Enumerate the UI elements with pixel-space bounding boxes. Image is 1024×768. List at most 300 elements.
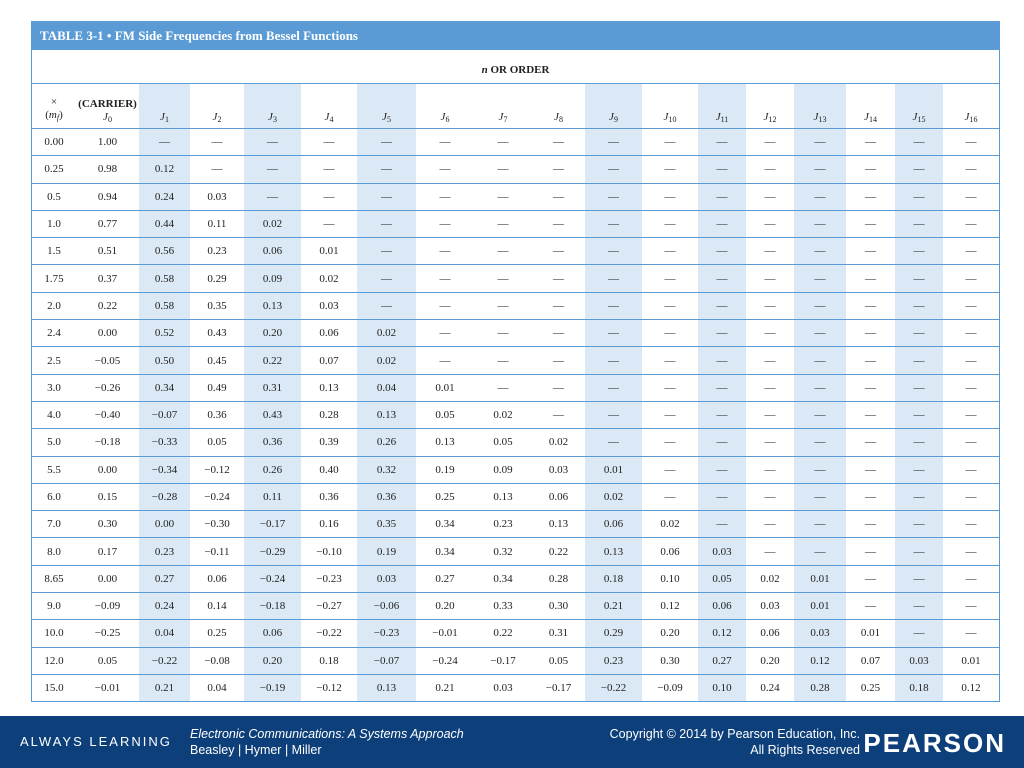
bessel-value-cell: —	[474, 374, 532, 401]
bessel-value-cell: —	[895, 129, 943, 156]
bessel-value-cell: 0.40	[301, 456, 357, 483]
bessel-value-cell: 0.13	[357, 401, 416, 428]
bessel-value-cell: —	[642, 292, 698, 319]
bessel-value-cell: —	[794, 265, 846, 292]
bessel-value-cell: —	[642, 210, 698, 237]
bessel-value-cell: 0.13	[244, 292, 301, 319]
bessel-value-cell: −0.07	[139, 401, 190, 428]
bessel-value-cell: 0.10	[642, 565, 698, 592]
bessel-value-cell: —	[794, 456, 846, 483]
bessel-value-cell: —	[943, 538, 999, 565]
bessel-value-cell: 0.25	[846, 674, 895, 701]
bessel-value-cell: 0.19	[416, 456, 474, 483]
bessel-value-cell: −0.12	[301, 674, 357, 701]
bessel-value-cell: 0.28	[532, 565, 585, 592]
bessel-value-cell: —	[532, 347, 585, 374]
bessel-value-cell: 0.06	[532, 483, 585, 510]
bessel-value-cell: −0.28	[139, 483, 190, 510]
bessel-value-cell: —	[943, 483, 999, 510]
bessel-value-cell: —	[794, 238, 846, 265]
bessel-value-cell: −0.23	[357, 620, 416, 647]
j2-column-header	[190, 84, 244, 129]
pearson-logo: PEARSON	[863, 728, 1006, 758]
n-order-label: OR ORDER	[490, 64, 550, 76]
bessel-value-cell: —	[895, 401, 943, 428]
bessel-value-cell: —	[416, 183, 474, 210]
bessel-order-label: J12	[763, 111, 777, 124]
mf-label: (mf)	[45, 109, 63, 122]
bessel-value-cell: —	[895, 265, 943, 292]
bessel-value-cell: —	[474, 292, 532, 319]
bessel-value-cell: —	[698, 292, 746, 319]
bessel-value-cell: —	[895, 210, 943, 237]
bessel-value-cell: 0.30	[76, 511, 139, 538]
bessel-value-cell: 0.06	[190, 565, 244, 592]
bessel-value-cell: —	[895, 292, 943, 319]
bessel-value-cell: 0.04	[190, 674, 244, 701]
mf-cell: 1.5	[32, 238, 76, 265]
bessel-value-cell: —	[532, 374, 585, 401]
bessel-value-cell: 0.18	[301, 647, 357, 674]
bessel-value-cell: —	[746, 129, 794, 156]
bessel-value-cell: 0.23	[585, 647, 642, 674]
bessel-value-cell: —	[794, 183, 846, 210]
bessel-value-cell: 0.23	[190, 238, 244, 265]
bessel-value-cell: 0.01	[301, 238, 357, 265]
bessel-value-cell: 0.05	[698, 565, 746, 592]
bessel-value-cell: −0.18	[76, 429, 139, 456]
bessel-value-cell: −0.09	[642, 674, 698, 701]
bessel-value-cell: —	[746, 265, 794, 292]
j16-column-header	[943, 84, 999, 129]
bessel-value-cell: −0.05	[76, 347, 139, 374]
bessel-value-cell: 0.18	[585, 565, 642, 592]
copyright-text: Copyright © 2014 by Pearson Education, Inc.	[609, 727, 860, 741]
bessel-value-cell: —	[585, 265, 642, 292]
table-row	[32, 374, 999, 401]
bessel-value-cell: 0.27	[139, 565, 190, 592]
bessel-value-cell: —	[846, 456, 895, 483]
table-row	[32, 647, 999, 674]
bessel-value-cell: −0.23	[301, 565, 357, 592]
bessel-value-cell: 0.01	[416, 374, 474, 401]
bessel-value-cell: —	[846, 538, 895, 565]
bessel-value-cell: 0.02	[357, 320, 416, 347]
bessel-value-cell: —	[474, 347, 532, 374]
bessel-value-cell: −0.07	[357, 647, 416, 674]
bessel-value-cell: 0.03	[474, 674, 532, 701]
bessel-value-cell: 0.06	[244, 238, 301, 265]
bessel-value-cell: −0.06	[357, 593, 416, 620]
bessel-value-cell: 0.20	[244, 647, 301, 674]
bessel-value-cell: 0.19	[357, 538, 416, 565]
bessel-value-cell: —	[943, 292, 999, 319]
bessel-value-cell: 0.51	[76, 238, 139, 265]
bessel-value-cell: 0.03	[301, 292, 357, 319]
bessel-value-cell: —	[244, 156, 301, 183]
bessel-value-cell: —	[357, 238, 416, 265]
bessel-value-cell: −0.24	[416, 647, 474, 674]
bessel-value-cell: —	[746, 538, 794, 565]
bessel-value-cell: —	[846, 593, 895, 620]
bessel-value-cell: −0.27	[301, 593, 357, 620]
bessel-value-cell: 0.16	[301, 511, 357, 538]
bessel-value-cell: 0.24	[139, 593, 190, 620]
bessel-value-cell: —	[794, 210, 846, 237]
bessel-value-cell: —	[846, 401, 895, 428]
bessel-value-cell: —	[642, 374, 698, 401]
bessel-value-cell: —	[846, 565, 895, 592]
bessel-order-label: J0	[103, 111, 112, 124]
bessel-value-cell: 0.36	[190, 401, 244, 428]
mf-cell: 7.0	[32, 511, 76, 538]
bessel-value-cell: 0.17	[76, 538, 139, 565]
bessel-value-cell: −0.22	[139, 647, 190, 674]
table-row	[32, 674, 999, 701]
bessel-value-cell: −0.24	[190, 483, 244, 510]
bessel-value-cell: 0.98	[76, 156, 139, 183]
bessel-value-cell: 0.07	[846, 647, 895, 674]
bessel-value-cell: —	[532, 265, 585, 292]
mf-cell: 15.0	[32, 674, 76, 701]
bessel-value-cell: —	[794, 347, 846, 374]
bessel-value-cell: 0.13	[416, 429, 474, 456]
mf-cell: 0.5	[32, 183, 76, 210]
mf-cell: 4.0	[32, 401, 76, 428]
bessel-value-cell: 0.11	[190, 210, 244, 237]
j10-column-header	[642, 84, 698, 129]
bessel-value-cell: —	[895, 538, 943, 565]
bessel-value-cell: 0.30	[642, 647, 698, 674]
bessel-value-cell: −0.25	[76, 620, 139, 647]
j3-column-header	[244, 84, 301, 129]
bessel-value-cell: 0.34	[474, 565, 532, 592]
bessel-value-cell: —	[895, 429, 943, 456]
mf-cell: 2.4	[32, 320, 76, 347]
bessel-value-cell: 0.06	[301, 320, 357, 347]
bessel-value-cell: —	[746, 320, 794, 347]
bessel-value-cell: —	[357, 183, 416, 210]
bessel-value-cell: —	[532, 320, 585, 347]
table-row	[32, 320, 999, 347]
bessel-value-cell: −0.18	[244, 593, 301, 620]
book-authors: Beasley | Hymer | Miller	[190, 743, 322, 757]
table-row	[32, 183, 999, 210]
bessel-value-cell: 0.05	[76, 647, 139, 674]
bessel-value-cell: 0.20	[244, 320, 301, 347]
table-row	[32, 347, 999, 374]
bessel-value-cell: —	[746, 483, 794, 510]
bessel-value-cell: 0.58	[139, 292, 190, 319]
bessel-value-cell: 0.10	[698, 674, 746, 701]
bessel-value-cell: —	[532, 210, 585, 237]
bessel-value-cell: —	[794, 511, 846, 538]
mf-cell: 3.0	[32, 374, 76, 401]
bessel-value-cell: 0.25	[416, 483, 474, 510]
bessel-value-cell: −0.22	[301, 620, 357, 647]
bessel-order-label: J14	[864, 111, 877, 124]
bessel-value-cell: —	[642, 265, 698, 292]
bessel-order-label: J1	[160, 111, 169, 124]
bessel-value-cell: —	[642, 129, 698, 156]
bessel-value-cell: 0.07	[301, 347, 357, 374]
bessel-value-cell: 0.36	[357, 483, 416, 510]
bessel-value-cell: —	[357, 129, 416, 156]
bessel-value-cell: —	[698, 129, 746, 156]
bessel-value-cell: −0.17	[532, 674, 585, 701]
bessel-value-cell: —	[532, 292, 585, 319]
bessel-value-cell: 0.12	[642, 593, 698, 620]
bessel-value-cell: 0.00	[76, 320, 139, 347]
bessel-value-cell: —	[846, 156, 895, 183]
bessel-value-cell: —	[846, 320, 895, 347]
bessel-value-cell: —	[244, 129, 301, 156]
bessel-value-cell: —	[943, 429, 999, 456]
bessel-value-cell: —	[474, 183, 532, 210]
bessel-value-cell: 0.28	[794, 674, 846, 701]
bessel-value-cell: —	[474, 320, 532, 347]
bessel-value-cell: 0.25	[190, 620, 244, 647]
table-header-row	[32, 84, 999, 129]
bessel-value-cell: —	[244, 183, 301, 210]
bessel-value-cell: —	[794, 129, 846, 156]
bessel-value-cell: —	[794, 292, 846, 319]
bessel-value-cell: 0.11	[244, 483, 301, 510]
bessel-order-label: J11	[715, 111, 729, 124]
bessel-order-label: J8	[554, 111, 563, 124]
bessel-value-cell: −0.17	[244, 511, 301, 538]
bessel-table	[32, 84, 999, 701]
bessel-value-cell: 0.43	[244, 401, 301, 428]
bessel-value-cell: —	[585, 401, 642, 428]
bessel-value-cell: 0.34	[139, 374, 190, 401]
bessel-value-cell: −0.29	[244, 538, 301, 565]
bessel-value-cell: 0.06	[698, 593, 746, 620]
bessel-value-cell: −0.33	[139, 429, 190, 456]
bessel-value-cell: 0.03	[357, 565, 416, 592]
bessel-value-cell: 0.06	[746, 620, 794, 647]
bessel-value-cell: 0.13	[301, 374, 357, 401]
bessel-value-cell: 0.43	[190, 320, 244, 347]
j11-column-header	[698, 84, 746, 129]
j7-column-header	[474, 84, 532, 129]
bessel-value-cell: —	[698, 156, 746, 183]
bessel-value-cell: —	[642, 483, 698, 510]
table-row	[32, 129, 999, 156]
bessel-value-cell: —	[943, 238, 999, 265]
bessel-value-cell: —	[846, 292, 895, 319]
bessel-value-cell: 0.03	[190, 183, 244, 210]
bessel-value-cell: —	[943, 347, 999, 374]
footer-bar	[0, 716, 1024, 768]
bessel-value-cell: 0.50	[139, 347, 190, 374]
bessel-value-cell: —	[943, 129, 999, 156]
bessel-value-cell: 0.00	[76, 565, 139, 592]
bessel-value-cell: −0.01	[416, 620, 474, 647]
bessel-value-cell: —	[190, 129, 244, 156]
bessel-value-cell: 0.00	[76, 456, 139, 483]
bessel-order-label: J2	[212, 111, 222, 124]
bessel-value-cell: —	[846, 265, 895, 292]
bessel-value-cell: —	[943, 374, 999, 401]
j9-column-header	[585, 84, 642, 129]
bessel-value-cell: —	[895, 483, 943, 510]
table-row	[32, 593, 999, 620]
bessel-value-cell: —	[698, 374, 746, 401]
bessel-order-label: J16	[964, 111, 978, 124]
bessel-value-cell: —	[642, 401, 698, 428]
bessel-value-cell: —	[943, 565, 999, 592]
bessel-value-cell: −0.22	[585, 674, 642, 701]
bessel-value-cell: —	[698, 401, 746, 428]
bessel-value-cell: −0.40	[76, 401, 139, 428]
bessel-value-cell: —	[585, 156, 642, 183]
bessel-value-cell: —	[746, 238, 794, 265]
bessel-value-cell: —	[357, 210, 416, 237]
j4-column-header	[301, 84, 357, 129]
bessel-order-label: J4	[324, 111, 334, 124]
table-row	[32, 538, 999, 565]
bessel-value-cell: —	[532, 129, 585, 156]
bessel-value-cell: 0.03	[794, 620, 846, 647]
bessel-value-cell: 0.18	[895, 674, 943, 701]
bessel-value-cell: 0.32	[357, 456, 416, 483]
bessel-value-cell: 0.02	[244, 210, 301, 237]
bessel-value-cell: 0.23	[139, 538, 190, 565]
bessel-value-cell: 0.04	[139, 620, 190, 647]
bessel-value-cell: —	[474, 129, 532, 156]
bessel-value-cell: 0.13	[585, 538, 642, 565]
bessel-value-cell: 0.02	[357, 347, 416, 374]
bessel-value-cell: —	[357, 292, 416, 319]
bessel-value-cell: —	[846, 347, 895, 374]
bessel-value-cell: —	[642, 456, 698, 483]
bessel-value-cell: 0.01	[943, 647, 999, 674]
bessel-value-cell: —	[746, 292, 794, 319]
bessel-value-cell: —	[746, 156, 794, 183]
table-row	[32, 401, 999, 428]
bessel-value-cell: 0.13	[474, 483, 532, 510]
bessel-value-cell: —	[585, 183, 642, 210]
bessel-value-cell: 0.33	[474, 593, 532, 620]
bessel-value-cell: 0.01	[585, 456, 642, 483]
bessel-value-cell: —	[846, 183, 895, 210]
bessel-value-cell: —	[794, 320, 846, 347]
table-row	[32, 565, 999, 592]
bessel-value-cell: —	[846, 210, 895, 237]
bessel-value-cell: 0.24	[139, 183, 190, 210]
table-row	[32, 210, 999, 237]
bessel-value-cell: 0.34	[416, 538, 474, 565]
bessel-value-cell: 1.00	[76, 129, 139, 156]
bessel-value-cell: 0.15	[76, 483, 139, 510]
bessel-order-label: J5	[382, 111, 391, 124]
bessel-value-cell: —	[532, 238, 585, 265]
n-order-header: n OR ORDER	[32, 50, 999, 84]
bessel-value-cell: —	[416, 129, 474, 156]
bessel-order-label: J13	[813, 111, 827, 124]
bessel-value-cell: 0.52	[139, 320, 190, 347]
bessel-table-container	[31, 21, 1000, 702]
bessel-value-cell: —	[357, 156, 416, 183]
bessel-value-cell: −0.19	[244, 674, 301, 701]
bessel-value-cell: −0.24	[244, 565, 301, 592]
bessel-order-label: J3	[268, 111, 277, 124]
bessel-value-cell: —	[416, 320, 474, 347]
bessel-value-cell: —	[943, 456, 999, 483]
bessel-value-cell: 0.58	[139, 265, 190, 292]
bessel-value-cell: —	[895, 183, 943, 210]
bessel-value-cell: —	[794, 538, 846, 565]
mf-cell: 8.0	[32, 538, 76, 565]
bessel-value-cell: —	[846, 238, 895, 265]
bessel-value-cell: 0.06	[585, 511, 642, 538]
bessel-value-cell: 0.27	[698, 647, 746, 674]
table-row	[32, 265, 999, 292]
mf-cell: 10.0	[32, 620, 76, 647]
bessel-value-cell: —	[698, 456, 746, 483]
bessel-value-cell: 0.02	[474, 401, 532, 428]
bessel-value-cell: —	[642, 320, 698, 347]
bessel-value-cell: —	[746, 511, 794, 538]
bessel-value-cell: —	[416, 292, 474, 319]
mf-cell: 0.25	[32, 156, 76, 183]
book-title: Electronic Communications: A Systems Approach	[190, 727, 464, 741]
bessel-value-cell: —	[746, 347, 794, 374]
bessel-value-cell: 0.06	[244, 620, 301, 647]
bessel-value-cell: —	[943, 183, 999, 210]
bessel-value-cell: —	[943, 620, 999, 647]
bessel-value-cell: 0.44	[139, 210, 190, 237]
bessel-value-cell: —	[474, 238, 532, 265]
bessel-value-cell: —	[943, 511, 999, 538]
bessel-value-cell: 0.26	[244, 456, 301, 483]
bessel-value-cell: —	[698, 210, 746, 237]
j14-column-header	[846, 84, 895, 129]
bessel-value-cell: —	[474, 265, 532, 292]
bessel-value-cell: 0.36	[244, 429, 301, 456]
bessel-value-cell: —	[642, 183, 698, 210]
bessel-value-cell: —	[416, 210, 474, 237]
bessel-value-cell: 0.12	[698, 620, 746, 647]
mf-cell: 1.75	[32, 265, 76, 292]
bessel-value-cell: 0.31	[244, 374, 301, 401]
mf-cell: 9.0	[32, 593, 76, 620]
bessel-value-cell: —	[895, 511, 943, 538]
bessel-value-cell: −0.01	[76, 674, 139, 701]
bessel-value-cell: 0.94	[76, 183, 139, 210]
bessel-value-cell: 0.29	[585, 620, 642, 647]
bessel-value-cell: —	[895, 156, 943, 183]
bessel-order-label: J9	[609, 111, 618, 124]
bessel-value-cell: 0.22	[244, 347, 301, 374]
bessel-value-cell: 0.35	[190, 292, 244, 319]
book-info	[190, 726, 464, 758]
bessel-value-cell: 0.05	[190, 429, 244, 456]
bessel-value-cell: —	[846, 429, 895, 456]
mf-column-header	[32, 84, 76, 129]
bessel-value-cell: —	[698, 483, 746, 510]
bessel-value-cell: —	[746, 401, 794, 428]
bessel-value-cell: −0.30	[190, 511, 244, 538]
bessel-value-cell: —	[794, 374, 846, 401]
bessel-value-cell: 0.05	[532, 647, 585, 674]
bessel-value-cell: —	[301, 183, 357, 210]
bessel-value-cell: —	[895, 238, 943, 265]
bessel-value-cell: 0.49	[190, 374, 244, 401]
bessel-value-cell: —	[416, 347, 474, 374]
mf-cell: 2.0	[32, 292, 76, 319]
